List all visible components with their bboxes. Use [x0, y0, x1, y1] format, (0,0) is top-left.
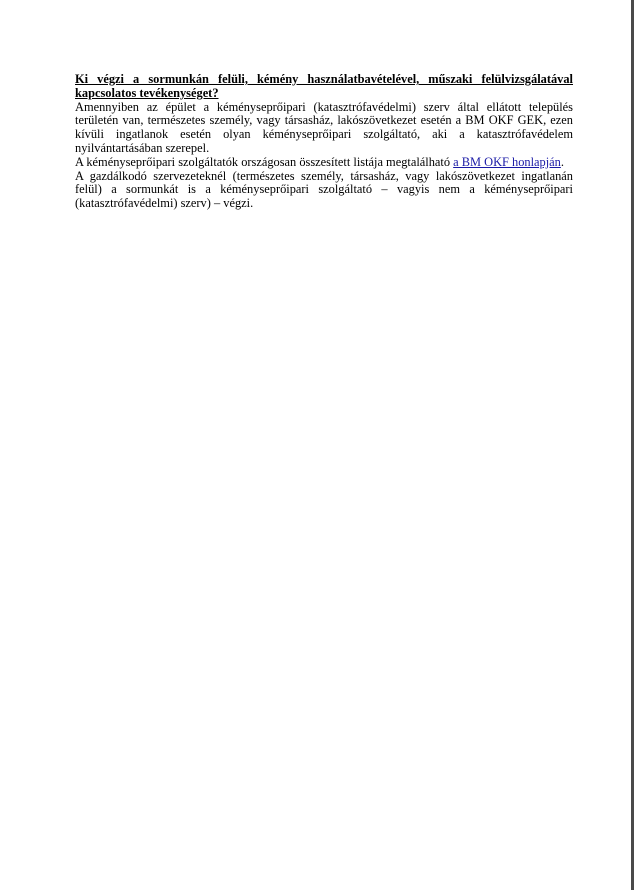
- paragraph-2-text: A kéményseprőipari szolgáltatók országosan összesített listája megtalálható: [75, 154, 454, 169]
- question-heading: Ki végzi a sormunkán felüli, kémény használatbavételével, műszaki felülvizsgálatával kapcsolatos tevékenységet?: [75, 72, 573, 100]
- answer-paragraph-3: A gazdálkodó szervezeteknél (természetes személy, társasház, vagy lakószövetkezet ingatlanán felül) a sormunkát is a kéményseprőipari szolgáltató – vagyis nem a kéményseprőipari (katasztrófavédelmi) szerv) – végzi.: [75, 168, 573, 211]
- document-content: [75, 73, 573, 211]
- answer-paragraph-2: [75, 156, 573, 170]
- bm-okf-link[interactable]: a BM OKF honlapján: [453, 154, 561, 169]
- paragraph-2-end: .: [560, 154, 564, 169]
- answer-paragraph-1: Amennyiben az épület a kéményseprőipari (katasztrófavédelmi) szerv által ellátott település területén van, természetes személy, vagy társasház, lakószövetkezet esetén a BM OKF GEK, ezen kívüli ingatlanok esetén olyan kéményseprőipari szolgáltató, aki a katasztrófavédelem nyilvántartásában szerepel.: [75, 99, 573, 155]
